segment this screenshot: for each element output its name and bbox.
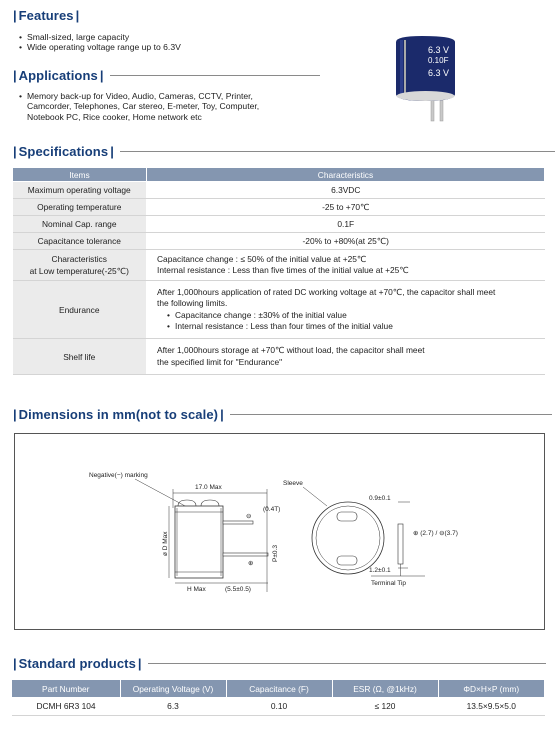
spec-value: Capacitance change : ≤ 50% of the initial value at +25℃ Internal resistance : Less than five times of the initial value at +25℃ xyxy=(147,250,545,281)
capacitor-image xyxy=(392,34,467,124)
spec-value: -20% to +80%(at 25℃) xyxy=(147,233,545,250)
specifications-heading: | Specifications | xyxy=(11,144,555,159)
spec-value: -25 to +70℃ xyxy=(147,199,545,216)
table-row xyxy=(13,250,545,281)
feature-item: • Small-sized, large capacity xyxy=(19,32,181,42)
part-number: DCMH 6R3 104 xyxy=(12,697,120,715)
features-heading: | Features | xyxy=(13,8,80,23)
table-row xyxy=(13,216,545,233)
table-row xyxy=(13,182,545,199)
pitch-label: P±0.3 xyxy=(272,545,279,562)
applications-list xyxy=(19,91,259,122)
svg-text:0.10F: 0.10F xyxy=(428,56,449,65)
minus-sign: ⊖ xyxy=(246,513,252,520)
dimensions-heading: | Dimensions in mm(not to scale) | xyxy=(11,407,552,422)
thickness-label: (0.4T) xyxy=(263,506,281,513)
spec-item: Endurance xyxy=(13,281,147,339)
sleeve-label: Sleeve xyxy=(283,480,303,487)
table-row xyxy=(12,697,545,715)
width-tip-label: 0.9±0.1 xyxy=(369,495,391,502)
terminal-tip-label: Terminal Tip xyxy=(371,580,407,587)
tip-length-label: 1.2±0.1 xyxy=(369,567,391,574)
column-header: ΦD×H×P (mm) xyxy=(438,680,545,697)
specifications-table xyxy=(12,167,545,375)
diameter-label: ø D Max xyxy=(162,531,169,556)
feature-item: • Wide operating voltage range up to 6.3V xyxy=(19,42,181,52)
table-header-row xyxy=(12,680,545,697)
features-list xyxy=(19,32,181,53)
standard-products-heading: | Standard products | xyxy=(11,656,546,671)
column-header: Items xyxy=(13,168,147,182)
spec-item: Characteristics at Low temperature(-25℃) xyxy=(13,250,147,281)
spec-value: 6.3VDC xyxy=(147,182,545,199)
svg-text:6.3 V: 6.3 V xyxy=(428,45,450,55)
negative-marking-label: Negative(−) marking xyxy=(89,472,148,479)
table-row xyxy=(13,281,545,339)
polarity-label: ⊕ (2.7) / ⊖(3.7) xyxy=(413,530,458,537)
spec-value: After 1,000hours storage at +70℃ without load, the capacitor shall meet the specified limit for "Endurance" xyxy=(147,339,545,375)
products-table xyxy=(12,680,545,716)
column-header: Characteristics xyxy=(147,168,545,182)
spec-item: Operating temperature xyxy=(13,199,147,216)
width-label: 17.0 Max xyxy=(195,484,222,491)
dimensions-value: 13.5×9.5×5.0 xyxy=(438,697,545,715)
dimension-drawing xyxy=(14,433,545,630)
capacitance: 0.10 xyxy=(226,697,332,715)
column-header: ESR (Ω, @1kHz) xyxy=(332,680,438,697)
table-row xyxy=(13,199,545,216)
column-header: Part Number xyxy=(12,680,120,697)
column-header: Capacitance (F) xyxy=(226,680,332,697)
column-header: Operating Voltage (V) xyxy=(120,680,226,697)
height-label: H Max xyxy=(187,586,206,593)
table-header-row xyxy=(13,168,545,182)
table-row xyxy=(13,339,545,375)
lead-length-label: (5.5±0.5) xyxy=(225,586,251,593)
spec-item: Shelf life xyxy=(13,339,147,375)
plus-sign: ⊕ xyxy=(248,560,254,567)
application-item: • Memory back-up for Video, Audio, Cameras, CCTV, Printer, Camcorder, Telephones, Car stereo, E-meter, Toy, Computer, Notebook PC, Rice cooker, Home network etc xyxy=(19,91,259,122)
spec-value: After 1,000hours application of rated DC working voltage at +70℃, the capacitor shall meet the following limits. • Capacitance change : ±30% of the initial value • Internal resistance : Less than four times of the initial value xyxy=(147,281,545,339)
spec-item: Nominal Cap. range xyxy=(13,216,147,233)
spec-item: Maximum operating voltage xyxy=(13,182,147,199)
table-row xyxy=(13,233,545,250)
applications-heading: | Applications | xyxy=(11,68,320,83)
esr: ≤ 120 xyxy=(332,697,438,715)
svg-text:6.3 V: 6.3 V xyxy=(428,68,450,78)
spec-item: Capacitance tolerance xyxy=(13,233,147,250)
operating-voltage: 6.3 xyxy=(120,697,226,715)
spec-value: 0.1F xyxy=(147,216,545,233)
